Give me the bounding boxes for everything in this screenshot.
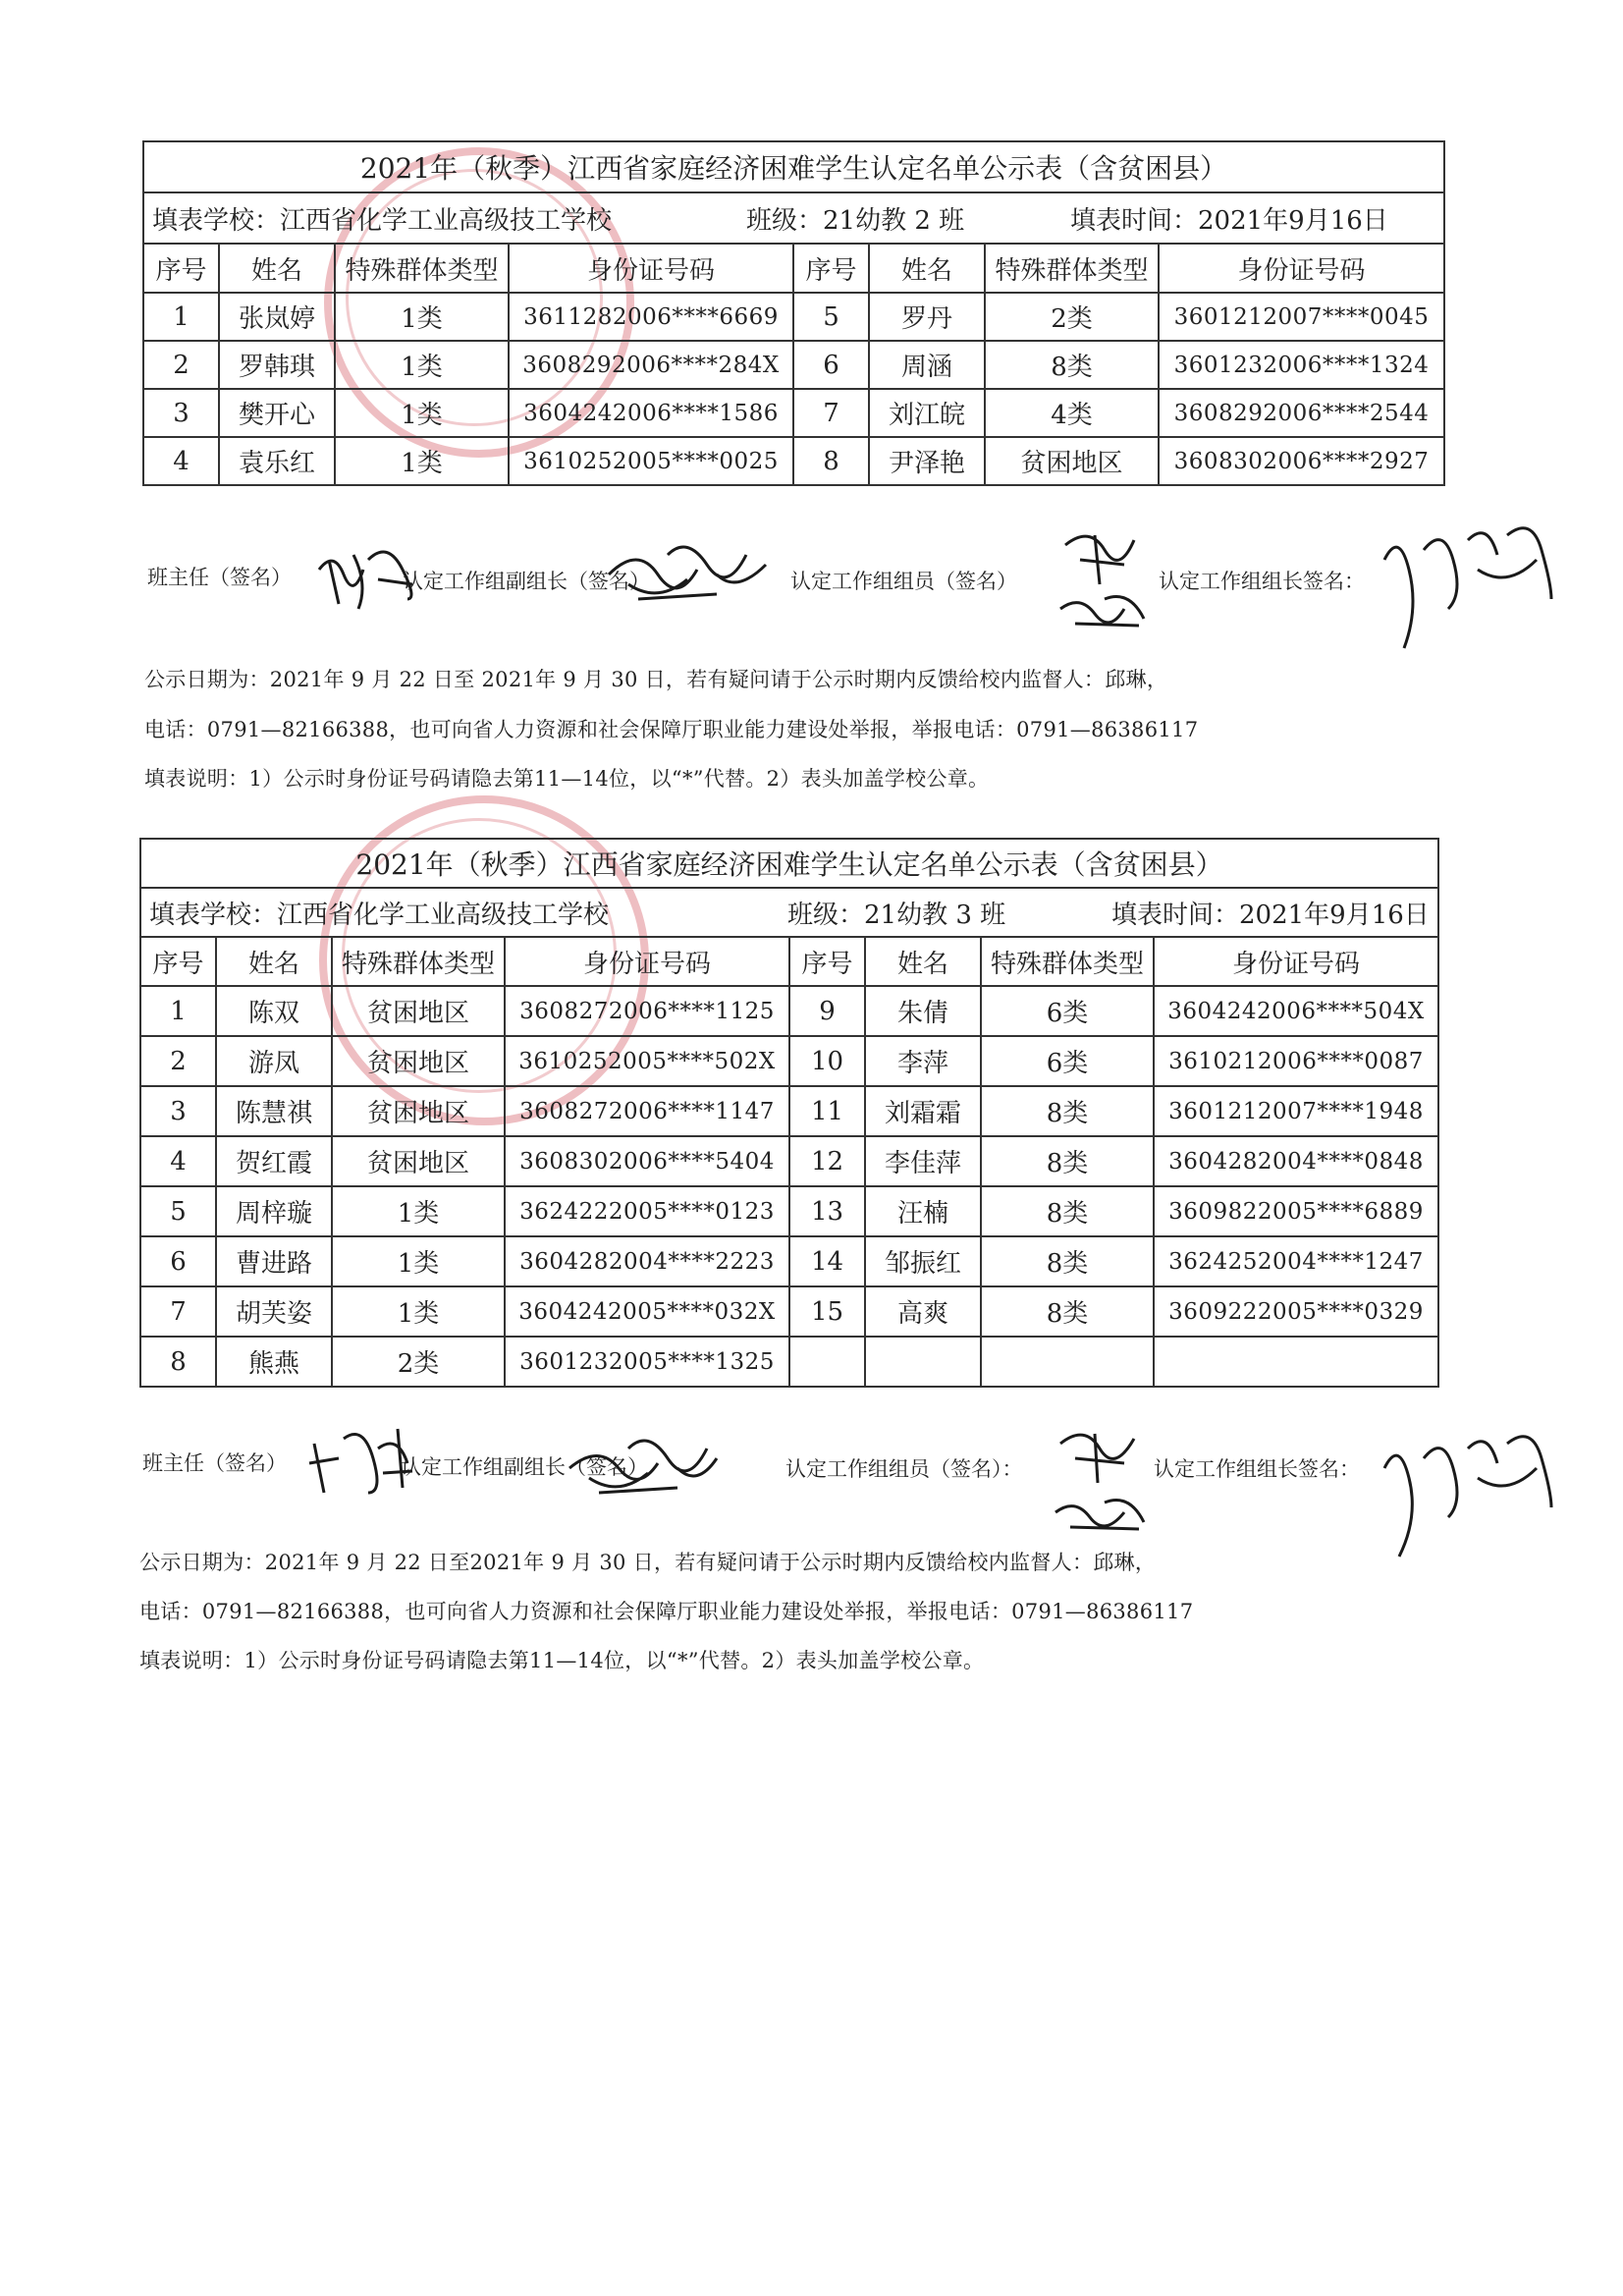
cell-seq: 3 (143, 389, 219, 437)
cell-seq: 15 (789, 1286, 865, 1337)
cell-id: 3604282004****0848 (1154, 1136, 1438, 1186)
instruction-line: 填表说明：1）公示时身份证号码请隐去第11—14位，以“*”代替。2）表头加盖学校公章。 (144, 767, 990, 791)
cell-seq: 2 (143, 341, 219, 389)
cell-type: 6类 (981, 1036, 1154, 1086)
cell-name: 陈慧祺 (216, 1086, 332, 1136)
cell-type: 4类 (985, 389, 1159, 437)
col-header: 序号 (793, 244, 869, 293)
cell-seq: 4 (143, 437, 219, 485)
cell-type (981, 1337, 1154, 1387)
cell-name: 樊开心 (219, 389, 335, 437)
cell-id: 3601232006****1324 (1159, 341, 1444, 389)
cell-id: 3604242006****504X (1154, 986, 1438, 1036)
cell-type: 8类 (981, 1236, 1154, 1286)
cell-seq: 8 (140, 1337, 216, 1387)
cell-name (865, 1337, 981, 1387)
cell-id: 3610252005****0025 (509, 437, 793, 485)
cell-type: 1类 (332, 1286, 505, 1337)
cell-name: 游凤 (216, 1036, 332, 1086)
cell-seq: 12 (789, 1136, 865, 1186)
table-row (140, 1286, 1438, 1337)
table-row (140, 1236, 1438, 1286)
cell-name: 罗韩琪 (219, 341, 335, 389)
cell-id: 3601212007****0045 (1159, 293, 1444, 341)
signature-head-teacher (304, 1414, 422, 1503)
student-table-2 (139, 838, 1439, 1388)
cell-name: 陈双 (216, 986, 332, 1036)
col-header: 序号 (789, 937, 865, 986)
cell-type: 贫困地区 (332, 1086, 505, 1136)
sign-label-vice-leader: 认定工作组副组长（签名） (403, 570, 650, 593)
cell-seq: 10 (789, 1036, 865, 1086)
sign-label-head-teacher: 班主任（签名） (142, 1451, 287, 1475)
col-header: 序号 (140, 937, 216, 986)
sign-label-member: 认定工作组组员（签名）： (785, 1457, 1023, 1481)
col-header: 姓名 (216, 937, 332, 986)
cell-name: 罗丹 (869, 293, 985, 341)
cell-name: 李萍 (865, 1036, 981, 1086)
cell-seq: 6 (793, 341, 869, 389)
col-header: 特殊群体类型 (335, 244, 509, 293)
cell-name: 周梓璇 (216, 1186, 332, 1236)
cell-seq: 1 (143, 293, 219, 341)
phone-line: 电话：0791—82166388，也可向省人力资源和社会保障厅职业能力建设处举报，举报电话：0791—86386117 (144, 718, 1199, 741)
cell-type: 2类 (332, 1337, 505, 1387)
col-header: 身份证号码 (1154, 937, 1438, 986)
cell-name: 朱倩 (865, 986, 981, 1036)
sign-label-vice-leader: 认定工作组副组长（签名） (401, 1455, 648, 1479)
instruction-line: 填表说明：1）公示时身份证号码请隐去第11—14位，以“*”代替。2）表头加盖学校公章。 (139, 1649, 985, 1672)
sign-label-head-teacher: 班主任（签名） (147, 566, 292, 589)
cell-seq: 5 (793, 293, 869, 341)
cell-type: 8类 (981, 1136, 1154, 1186)
cell-name: 刘霜霜 (865, 1086, 981, 1136)
signature-leader (1370, 1409, 1566, 1566)
cell-type: 2类 (985, 293, 1159, 341)
school-name: 填表学校：江西省化学工业高级技工学校 (149, 900, 610, 930)
cell-seq (789, 1337, 865, 1387)
table-row (140, 1186, 1438, 1236)
notice-line: 公示日期为：2021年 9 月 22 日至 2021年 9 月 30 日，若有疑问请于公示时期内反馈给校内监督人：邱琳， (144, 668, 1168, 691)
cell-name: 李佳萍 (865, 1136, 981, 1186)
cell-name: 刘江皖 (869, 389, 985, 437)
fill-time: 填表时间：2021年9月16日 (1070, 205, 1388, 236)
cell-id: 3608272006****1125 (505, 986, 789, 1036)
table-row (140, 1337, 1438, 1387)
cell-name: 尹泽艳 (869, 437, 985, 485)
cell-type: 1类 (335, 437, 509, 485)
cell-id: 3601232005****1325 (505, 1337, 789, 1387)
table-row (140, 1036, 1438, 1086)
cell-type: 贫困地区 (332, 1036, 505, 1086)
cell-type: 贫困地区 (332, 986, 505, 1036)
cell-id: 3604282004****2223 (505, 1236, 789, 1286)
cell-seq: 1 (140, 986, 216, 1036)
table-row (140, 986, 1438, 1036)
cell-seq: 4 (140, 1136, 216, 1186)
signature-member (1041, 1414, 1168, 1542)
cell-id: 3608272006****1147 (505, 1086, 789, 1136)
cell-seq: 11 (789, 1086, 865, 1136)
cell-id: 3624222005****0123 (505, 1186, 789, 1236)
cell-id: 3601212007****1948 (1154, 1086, 1438, 1136)
cell-name: 贺红霞 (216, 1136, 332, 1186)
cell-id: 3608292006****2544 (1159, 389, 1444, 437)
cell-name: 胡芙姿 (216, 1286, 332, 1337)
cell-name: 邹振红 (865, 1236, 981, 1286)
cell-name: 曹进路 (216, 1236, 332, 1286)
cell-type: 1类 (335, 293, 509, 341)
cell-seq: 7 (140, 1286, 216, 1337)
cell-seq: 14 (789, 1236, 865, 1286)
cell-name: 熊燕 (216, 1337, 332, 1387)
cell-seq: 8 (793, 437, 869, 485)
cell-seq: 9 (789, 986, 865, 1036)
cell-seq: 7 (793, 389, 869, 437)
cell-type: 1类 (332, 1186, 505, 1236)
signature-vice-leader (560, 1424, 727, 1512)
table-title: 2021年（秋季）江西省家庭经济困难学生认定名单公示表（含贫困县） (140, 839, 1438, 888)
cell-seq: 6 (140, 1236, 216, 1286)
fill-time: 填表时间：2021年9月16日 (1111, 900, 1430, 930)
cell-id: 3604242005****032X (505, 1286, 789, 1337)
table-info-row (140, 888, 1438, 937)
cell-name: 高爽 (865, 1286, 981, 1337)
cell-type: 8类 (981, 1286, 1154, 1337)
col-header: 姓名 (219, 244, 335, 293)
cell-id: 3608292006****284X (509, 341, 793, 389)
cell-id: 3610252005****502X (505, 1036, 789, 1086)
col-header: 序号 (143, 244, 219, 293)
cell-id (1154, 1337, 1438, 1387)
cell-type: 1类 (335, 341, 509, 389)
school-name: 填表学校：江西省化学工业高级技工学校 (152, 205, 613, 236)
cell-id: 3610212006****0087 (1154, 1036, 1438, 1086)
cell-id: 3609822005****6889 (1154, 1186, 1438, 1236)
cell-type: 6类 (981, 986, 1154, 1036)
col-header: 特殊群体类型 (332, 937, 505, 986)
cell-id: 3624252004****1247 (1154, 1236, 1438, 1286)
cell-type: 1类 (332, 1236, 505, 1286)
cell-type: 8类 (985, 341, 1159, 389)
col-header: 身份证号码 (509, 244, 793, 293)
table-header-row (140, 937, 1438, 986)
col-header: 姓名 (869, 244, 985, 293)
sign-label-leader: 认定工作组组长签名： (1159, 570, 1365, 593)
col-header: 身份证号码 (505, 937, 789, 986)
class-label: 班级：21幼教 2 班 (746, 205, 965, 236)
cell-name: 周涵 (869, 341, 985, 389)
cell-seq: 5 (140, 1186, 216, 1236)
phone-line: 电话：0791—82166388，也可向省人力资源和社会保障厅职业能力建设处举报，举报电话：0791—86386117 (139, 1600, 1194, 1623)
col-header: 特殊群体类型 (981, 937, 1154, 986)
table-row (140, 1136, 1438, 1186)
cell-type: 8类 (981, 1086, 1154, 1136)
cell-id: 3611282006****6669 (509, 293, 793, 341)
cell-id: 3604242006****1586 (509, 389, 793, 437)
sign-label-member: 认定工作组组员（签名） (790, 570, 1017, 593)
cell-type: 8类 (981, 1186, 1154, 1236)
cell-type: 贫困地区 (332, 1136, 505, 1186)
cell-type: 1类 (335, 389, 509, 437)
class-label: 班级：21幼教 3 班 (787, 900, 1006, 930)
cell-id: 3609222005****0329 (1154, 1286, 1438, 1337)
cell-type: 贫困地区 (985, 437, 1159, 485)
col-header: 身份证号码 (1159, 244, 1444, 293)
cell-seq: 13 (789, 1186, 865, 1236)
table-title: 2021年（秋季）江西省家庭经济困难学生认定名单公示表（含贫困县） (143, 141, 1444, 192)
col-header: 特殊群体类型 (985, 244, 1159, 293)
col-header: 姓名 (865, 937, 981, 986)
cell-id: 3608302006****2927 (1159, 437, 1444, 485)
cell-seq: 3 (140, 1086, 216, 1136)
cell-seq: 2 (140, 1036, 216, 1086)
cell-name: 汪楠 (865, 1186, 981, 1236)
cell-name: 张岚婷 (219, 293, 335, 341)
sign-label-leader: 认定工作组组长签名： (1154, 1457, 1360, 1481)
table-row (140, 1086, 1438, 1136)
notice-line: 公示日期为：2021年 9 月 22 日至2021年 9 月 30 日，若有疑问请于公示时期内反馈给校内监督人：邱琳， (139, 1551, 1157, 1574)
cell-name: 袁乐红 (219, 437, 335, 485)
cell-id: 3608302006****5404 (505, 1136, 789, 1186)
